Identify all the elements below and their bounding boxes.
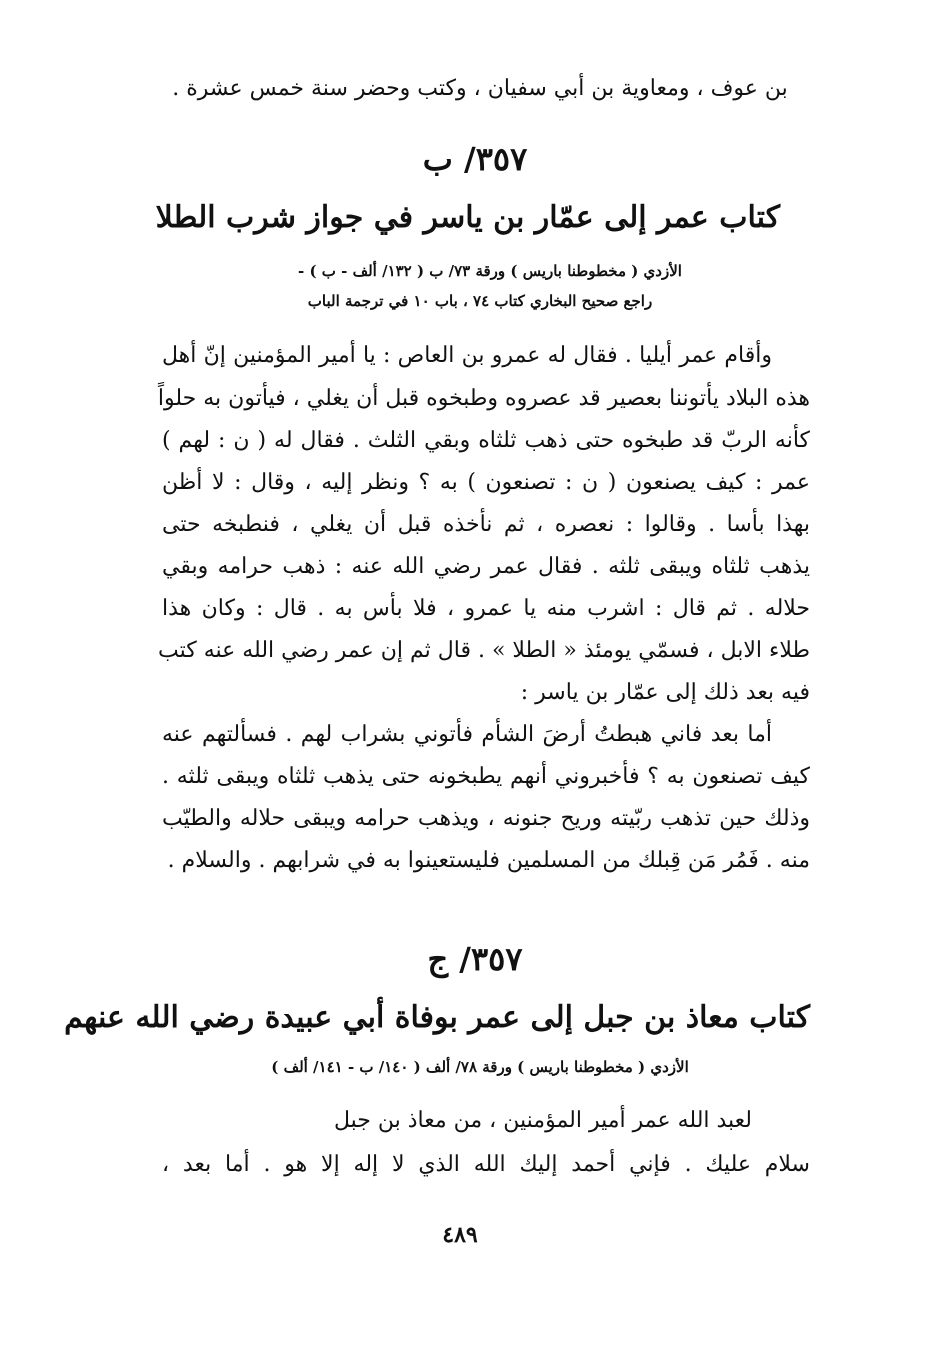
paragraph-line: بهذا بأسا . وقالوا : نعصره ، ثم نأخذه قبل أن يغلي ، فنطبخه حتى <box>162 512 810 537</box>
source-citation-line: الأزدي ( مخطوطنا باريس ) ورقة ٧٨/ ألف ( ١٤٠/ ب - ١٤١/ ألف ) <box>271 1058 689 1076</box>
paragraph-line: طلاء الابل ، فسمّي يومئذ « الطلا » . قال ثم إن عمر رضي الله عنه كتب <box>157 638 810 663</box>
paragraph-line: عمر : كيف يصنعون ( ن : تصنعون ) به ؟ ونظر إليه ، وقال : لا أظن <box>162 470 810 495</box>
paragraph-line: يذهب ثلثاه ويبقى ثلثه . فقال عمر رضي الله عنه : ذهب حرامه وبقي <box>162 554 810 579</box>
paragraph-line: وأقام عمر أيليا . فقال له عمرو بن العاص : يا أمير المؤمنين إنّ أهل <box>162 343 772 368</box>
source-citation-line: الأزدي ( مخطوطنا باريس ) ورقة ٧٣/ ب ( ١٣٢/ ألف - ب ) - <box>298 262 682 280</box>
section-number-357b: ٣٥٧/ ب <box>422 140 528 178</box>
paragraph-line: حلاله . ثم قال : اشرب منه يا عمرو ، فلا بأس به . قال : وكان هذا <box>162 596 810 621</box>
paragraph-line: كيف تصنعون به ؟ فأخبروني أنهم يطبخونه حتى يذهب ثلثاه ويبقى ثلثه . <box>162 764 810 789</box>
letter-line: سلام عليك . فإني أحمد إليك الله الذي لا إله إلا هو . أما بعد ، <box>162 1152 810 1177</box>
paragraph-line: وذلك حين تذهب ربّيته وريح جنونه ، ويذهب حرامه ويبقى حلاله والطيّب <box>162 806 810 831</box>
section-number-357c: ٣٥٧/ ج <box>427 940 523 978</box>
paragraph-line: هذه البلاد يأتوننا بعصير قد عصروه وطبخوه قبل أن يغلي ، فيأتون به حلواً <box>157 386 810 411</box>
paragraph-line: أما بعد فاني هبطتُ أرضَ الشأم فأتوني بشراب لهم . فسألتهم عنه <box>162 722 772 747</box>
continuation-line: بن عوف ، ومعاوية بن أبي سفيان ، وكتب وحضر سنة خمس عشرة . <box>172 76 788 101</box>
letter-title-357b: كتاب عمر إلى عمّار بن ياسر في جواز شرب الطلا <box>155 200 780 235</box>
source-citation-line: راجع صحيح البخاري كتاب ٧٤ ، باب ١٠ في ترجمة الباب <box>307 292 653 310</box>
paragraph-line: منه . فَمُر مَن قِبلك من المسلمين فليستعينوا به في شرابهم . والسلام . <box>167 848 810 873</box>
page-number: ٤٨٩ <box>442 1222 478 1248</box>
letter-title-357c: كتاب معاذ بن جبل إلى عمر بوفاة أبي عبيدة رضي الله عنهم <box>64 1000 810 1035</box>
paragraph-line: فيه بعد ذلك إلى عمّار بن ياسر : <box>520 680 810 705</box>
paragraph-line: كأنه الربّ قد طبخوه حتى ذهب ثلثاه وبقي الثلث . فقال له ( ن : لهم ) <box>162 428 810 453</box>
letter-line: لعبد الله عمر أمير المؤمنين ، من معاذ بن جبل <box>334 1108 752 1133</box>
